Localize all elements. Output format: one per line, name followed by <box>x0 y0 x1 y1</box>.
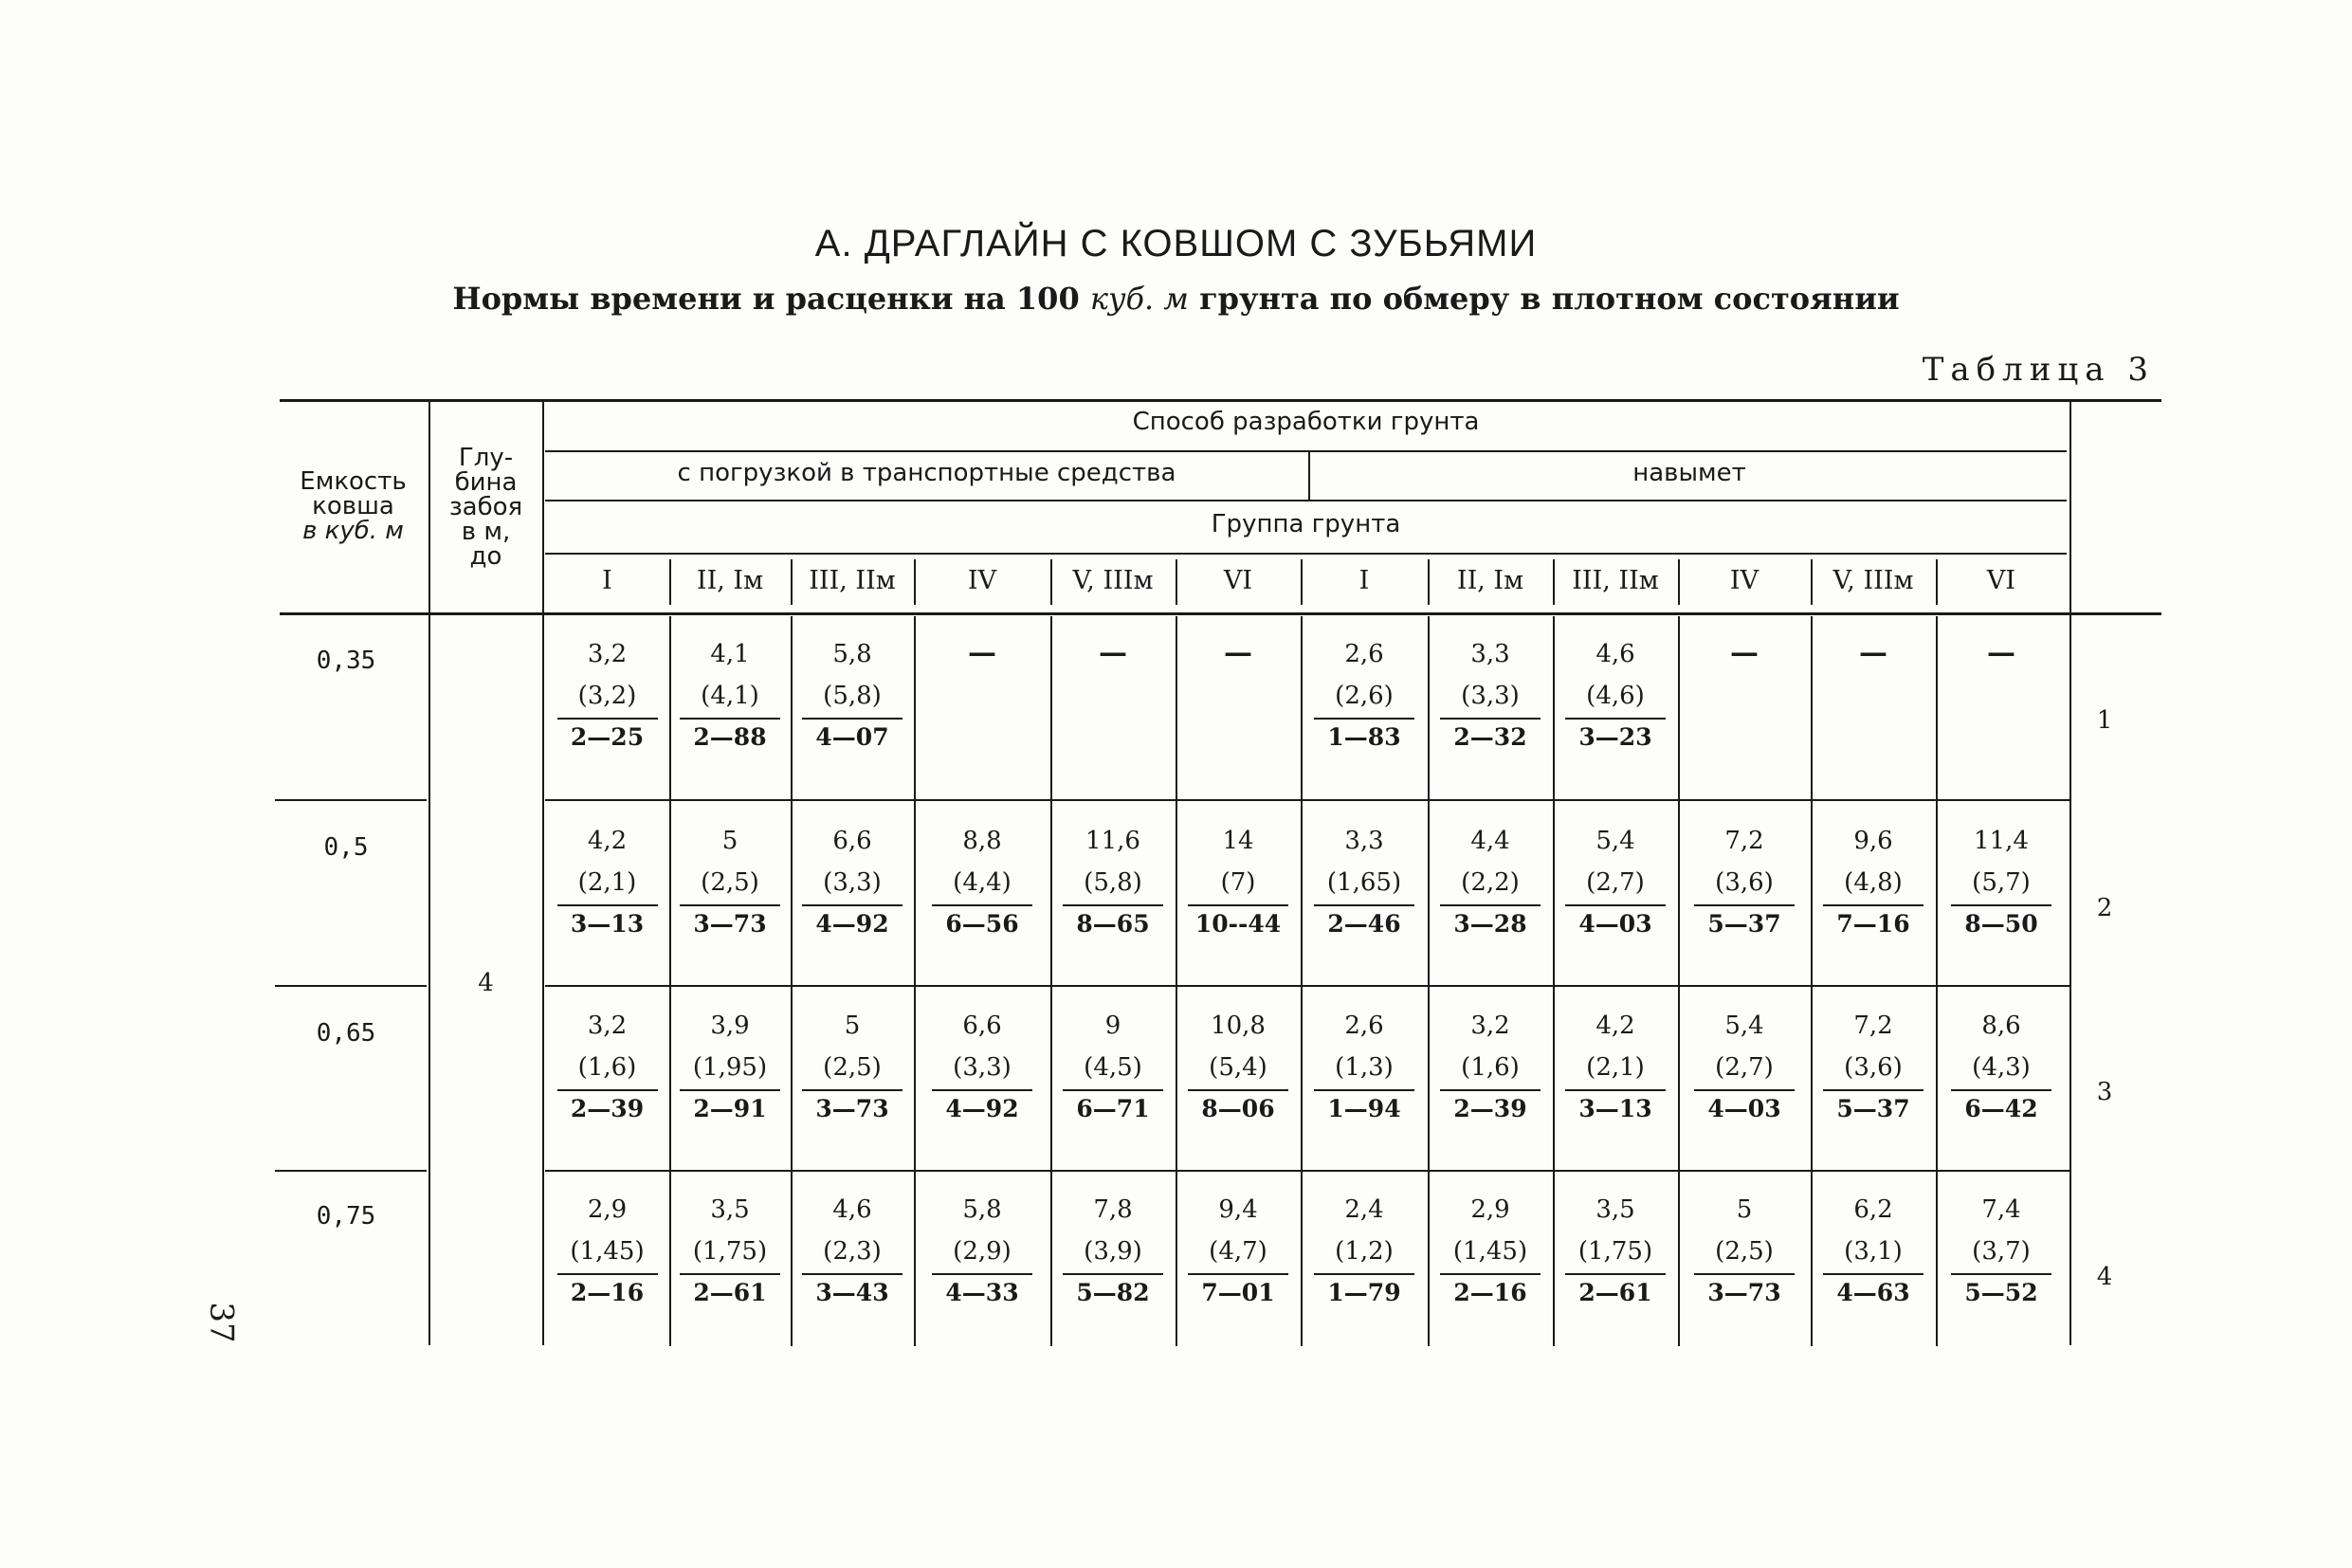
time-norm-value: 6,6 <box>832 827 872 855</box>
time-norm-value: 11,4 <box>1974 827 2029 855</box>
rate-value: 2—91 <box>693 1095 767 1122</box>
fraction-bar <box>1063 1089 1163 1091</box>
time-norm-value: 3,3 <box>1344 827 1384 855</box>
crew-norm-value: (2,6) <box>1335 682 1394 710</box>
fraction-bar <box>802 1089 903 1091</box>
rate-value: 2—25 <box>570 723 645 751</box>
subtitle-part-b: грунта по обмеру в плотном состоянии <box>1199 281 1900 317</box>
bucket-capacity-value: 0,5 <box>323 833 369 862</box>
time-norm-value: 3,2 <box>1470 1012 1510 1040</box>
time-norm-value: 5,8 <box>962 1195 1002 1224</box>
rate-value: 2—39 <box>1453 1095 1527 1122</box>
time-norm-value: 4,2 <box>587 827 628 855</box>
crew-norm-value: (1,45) <box>1452 1237 1528 1266</box>
rate-value: 4—33 <box>945 1279 1019 1306</box>
fraction-bar <box>557 718 658 720</box>
soil-group-column-header: III, IIм <box>1572 566 1659 595</box>
crew-norm-value: (2,5) <box>1715 1237 1774 1266</box>
fraction-bar <box>802 718 903 720</box>
fraction-bar <box>1188 1089 1288 1091</box>
crew-norm-value: (1,3) <box>1335 1053 1394 1082</box>
fraction-bar <box>802 904 903 906</box>
fraction-bar <box>1823 1089 1924 1091</box>
fraction-bar <box>932 1273 1032 1275</box>
rate-value: 8—65 <box>1076 910 1150 938</box>
row-number: 3 <box>2096 1078 2113 1106</box>
fraction-bar <box>1823 904 1924 906</box>
time-norm-value: 4,1 <box>710 640 750 668</box>
fraction-bar <box>1565 718 1666 720</box>
rate-value: 2—16 <box>1453 1279 1527 1306</box>
time-norm-value: 5 <box>1736 1195 1753 1224</box>
time-norm-value: 9 <box>1104 1012 1121 1040</box>
fraction-bar <box>1440 1273 1541 1275</box>
time-norm-value: 8,8 <box>962 827 1002 855</box>
rate-value: 2—61 <box>693 1279 767 1306</box>
rate-value: 4—63 <box>1836 1279 1910 1306</box>
crew-norm-value: (1,75) <box>1577 1237 1653 1266</box>
empty-cell-dash: — <box>1859 636 1887 669</box>
time-norm-value: 7,2 <box>1853 1012 1893 1040</box>
subtitle-unit: куб. м <box>1089 281 1189 317</box>
soil-group-column-header: I <box>1358 566 1370 595</box>
fraction-bar <box>1440 718 1541 720</box>
fraction-bar <box>932 1089 1032 1091</box>
rate-value: 1—79 <box>1327 1279 1401 1306</box>
time-norm-value: 3,3 <box>1470 640 1510 668</box>
rate-value: 8—06 <box>1201 1095 1275 1122</box>
crew-norm-value: (3,3) <box>1461 682 1520 710</box>
crew-norm-value: (3,2) <box>577 682 637 710</box>
time-norm-value: 5,4 <box>1595 827 1635 855</box>
rate-value: 2—88 <box>693 723 767 751</box>
crew-norm-value: (2,1) <box>577 868 637 897</box>
time-norm-value: 6,2 <box>1853 1195 1893 1224</box>
soil-group-column-header: II, Iм <box>696 566 764 595</box>
body-column-rule <box>1936 616 1938 1346</box>
crew-norm-value: (5,8) <box>1084 868 1142 897</box>
crew-norm-value: (2,5) <box>701 868 759 897</box>
time-norm-value: 4,2 <box>1595 1012 1635 1040</box>
rate-value: 7—01 <box>1201 1279 1275 1306</box>
crew-norm-value: (2,1) <box>1586 1053 1645 1082</box>
fraction-bar <box>1694 1273 1795 1275</box>
crew-norm-value: (3,3) <box>823 868 882 897</box>
rate-value: 6—71 <box>1076 1095 1150 1122</box>
rate-value: 4—03 <box>1707 1095 1781 1122</box>
crew-norm-value: (3,6) <box>1715 868 1774 897</box>
method-header: Способ разработки грунта <box>1132 408 1480 436</box>
time-norm-value: 5,4 <box>1724 1012 1764 1040</box>
rate-value: 4—07 <box>815 723 889 751</box>
rate-value: 2—61 <box>1578 1279 1652 1306</box>
rate-value: 3—73 <box>815 1095 889 1122</box>
rate-value: 5—37 <box>1707 910 1781 938</box>
fraction-bar <box>680 904 780 906</box>
fraction-bar <box>557 1273 658 1275</box>
soil-group-column-header: V, IIIм <box>1072 566 1154 595</box>
fraction-bar <box>680 1273 780 1275</box>
fraction-bar <box>802 1273 903 1275</box>
time-norm-value: 2,6 <box>1344 1012 1384 1040</box>
empty-cell-dash: — <box>1099 636 1127 669</box>
time-norm-value: 3,2 <box>587 640 628 668</box>
rate-value: 8—50 <box>1964 910 2038 938</box>
crew-norm-value: (4,6) <box>1586 682 1645 710</box>
rate-value: 7—16 <box>1836 910 1910 938</box>
soil-group-column-header: IV <box>1729 566 1759 595</box>
rate-value: 2—16 <box>570 1279 645 1306</box>
capacity-header: Емкость ковша в куб. м <box>300 467 407 545</box>
crew-norm-value: (1,6) <box>577 1053 637 1082</box>
rate-value: 10--44 <box>1194 910 1282 938</box>
crew-norm-value: (1,95) <box>692 1053 768 1082</box>
crew-norm-value: (3,9) <box>1084 1237 1142 1266</box>
fraction-bar <box>1063 1273 1163 1275</box>
crew-norm-value: (4,5) <box>1084 1053 1142 1082</box>
rate-value: 5—37 <box>1836 1095 1910 1122</box>
body-column-rule <box>914 616 916 1346</box>
fraction-bar <box>1314 904 1414 906</box>
depth-header: Глу- бина забоя в м, до <box>448 444 523 571</box>
fraction-bar <box>1565 904 1666 906</box>
time-norm-value: 11,6 <box>1085 827 1140 855</box>
fraction-bar <box>1314 718 1414 720</box>
crew-norm-value: (4,7) <box>1209 1237 1267 1266</box>
crew-norm-value: (3,3) <box>953 1053 1012 1082</box>
time-norm-value: 7,8 <box>1093 1195 1133 1224</box>
rate-value: 3—13 <box>1578 1095 1652 1122</box>
row-number: 2 <box>2096 894 2113 922</box>
crew-norm-value: (2,7) <box>1715 1053 1774 1082</box>
bucket-capacity-value: 0,65 <box>316 1019 376 1048</box>
dump-header: навымет <box>1632 459 1746 487</box>
time-norm-value: 2,9 <box>587 1195 628 1224</box>
fraction-bar <box>1694 904 1795 906</box>
fraction-bar <box>1314 1089 1414 1091</box>
soil-group-column-header: I <box>602 566 612 595</box>
time-norm-value: 7,4 <box>1981 1195 2021 1224</box>
fraction-bar <box>1951 1089 2051 1091</box>
crew-norm-value: (5,8) <box>823 682 882 710</box>
loading-header: с погрузкой в транспортные средства <box>677 459 1176 487</box>
row-number: 1 <box>2096 706 2113 735</box>
rate-value: 6—56 <box>945 910 1019 938</box>
soil-group-column-header: VI <box>1986 566 2016 595</box>
body-column-rule <box>1678 616 1680 1346</box>
fraction-bar <box>1440 904 1541 906</box>
crew-norm-value: (7) <box>1220 868 1256 897</box>
crew-norm-value: (1,45) <box>570 1237 645 1266</box>
crew-norm-value: (4,3) <box>1972 1053 2031 1082</box>
rate-value: 3—28 <box>1453 910 1527 938</box>
fraction-bar <box>1823 1273 1924 1275</box>
rate-value: 1—94 <box>1327 1095 1401 1122</box>
crew-norm-value: (2,3) <box>823 1237 882 1266</box>
fraction-bar <box>1694 1089 1795 1091</box>
document-subtitle <box>0 281 2352 317</box>
time-norm-value: 5 <box>721 827 738 855</box>
time-norm-value: 4,6 <box>1595 640 1635 668</box>
depth-value: 4 <box>478 969 494 997</box>
rate-value: 2—46 <box>1327 910 1401 938</box>
soil-group-column-header: III, IIм <box>809 566 896 595</box>
time-norm-value: 3,5 <box>710 1195 750 1224</box>
rate-value: 3—43 <box>815 1279 889 1306</box>
fraction-bar <box>1951 1273 2051 1275</box>
time-norm-value: 14 <box>1222 827 1254 855</box>
fraction-bar <box>1565 1089 1666 1091</box>
fraction-bar <box>1565 1273 1666 1275</box>
fraction-bar <box>1951 904 2051 906</box>
time-norm-value: 2,6 <box>1344 640 1384 668</box>
crew-norm-value: (4,8) <box>1844 868 1903 897</box>
time-norm-value: 3,2 <box>587 1012 628 1040</box>
rate-value: 4—92 <box>945 1095 1019 1122</box>
rate-value: 4—92 <box>815 910 889 938</box>
crew-norm-value: (2,2) <box>1461 868 1520 897</box>
fraction-bar <box>557 1089 658 1091</box>
rate-value: 4—03 <box>1578 910 1652 938</box>
time-norm-value: 9,4 <box>1218 1195 1258 1224</box>
crew-norm-value: (4,4) <box>953 868 1012 897</box>
rate-value: 3—73 <box>693 910 767 938</box>
crew-norm-value: (3,1) <box>1844 1237 1903 1266</box>
empty-cell-dash: — <box>1730 636 1759 669</box>
rate-value: 2—39 <box>570 1095 645 1122</box>
crew-norm-value: (5,7) <box>1972 868 2031 897</box>
fraction-bar <box>557 904 658 906</box>
rate-value: 2—32 <box>1453 723 1527 751</box>
rate-value: 1—83 <box>1327 723 1401 751</box>
rate-value: 3—73 <box>1707 1279 1781 1306</box>
soil-group-column-header: V, IIIм <box>1832 566 1914 595</box>
crew-norm-value: (1,65) <box>1326 868 1402 897</box>
rate-value: 3—23 <box>1578 723 1652 751</box>
time-norm-value: 3,5 <box>1595 1195 1635 1224</box>
time-norm-value: 5 <box>844 1012 861 1040</box>
empty-cell-dash: — <box>1987 636 2015 669</box>
crew-norm-value: (1,75) <box>692 1237 768 1266</box>
time-norm-value: 6,6 <box>962 1012 1002 1040</box>
row-number: 4 <box>2096 1263 2113 1291</box>
rate-value: 6—42 <box>1964 1095 2038 1122</box>
soil-group-column-header: VI <box>1223 566 1253 595</box>
soil-group-column-header: IV <box>967 566 997 595</box>
time-norm-value: 7,2 <box>1724 827 1764 855</box>
crew-norm-value: (2,9) <box>953 1237 1012 1266</box>
time-norm-value: 2,4 <box>1344 1195 1384 1224</box>
crew-norm-value: (3,7) <box>1972 1237 2031 1266</box>
crew-norm-value: (1,6) <box>1461 1053 1520 1082</box>
time-norm-value: 8,6 <box>1981 1012 2021 1040</box>
fraction-bar <box>680 718 780 720</box>
fraction-bar <box>680 1089 780 1091</box>
fraction-bar <box>1188 904 1288 906</box>
soil-group-column-header: II, Iм <box>1456 566 1524 595</box>
fraction-bar <box>1314 1273 1414 1275</box>
soil-group-header: Группа грунта <box>1211 510 1401 538</box>
page-number: 37 <box>202 1302 241 1343</box>
fraction-bar <box>1440 1089 1541 1091</box>
time-norm-value: 10,8 <box>1211 1012 1266 1040</box>
crew-norm-value: (4,1) <box>701 682 759 710</box>
subtitle-part-a: Нормы времени и расценки на 100 <box>452 281 1080 317</box>
time-norm-value: 4,4 <box>1470 827 1510 855</box>
time-norm-value: 4,6 <box>832 1195 872 1224</box>
empty-cell-dash: — <box>968 636 996 669</box>
crew-norm-value: (5,4) <box>1209 1053 1267 1082</box>
fraction-bar <box>932 904 1032 906</box>
bucket-capacity-value: 0,75 <box>316 1202 376 1231</box>
bucket-capacity-value: 0,35 <box>316 647 376 675</box>
rate-value: 5—82 <box>1076 1279 1150 1306</box>
document-title: А. ДРАГЛАЙН С КОВШОМ С ЗУБЬЯМИ <box>814 223 1538 264</box>
time-norm-value: 5,8 <box>832 640 872 668</box>
crew-norm-value: (2,7) <box>1586 868 1645 897</box>
rate-value: 5—52 <box>1964 1279 2038 1306</box>
crew-norm-value: (3,6) <box>1844 1053 1903 1082</box>
time-norm-value: 3,9 <box>710 1012 750 1040</box>
empty-cell-dash: — <box>1224 636 1252 669</box>
crew-norm-value: (1,2) <box>1335 1237 1394 1266</box>
table-label: Таблица 3 <box>1922 351 2155 389</box>
time-norm-value: 9,6 <box>1853 827 1893 855</box>
rate-value: 3—13 <box>570 910 645 938</box>
fraction-bar <box>1188 1273 1288 1275</box>
fraction-bar <box>1063 904 1163 906</box>
time-norm-value: 2,9 <box>1470 1195 1510 1224</box>
crew-norm-value: (2,5) <box>823 1053 882 1082</box>
